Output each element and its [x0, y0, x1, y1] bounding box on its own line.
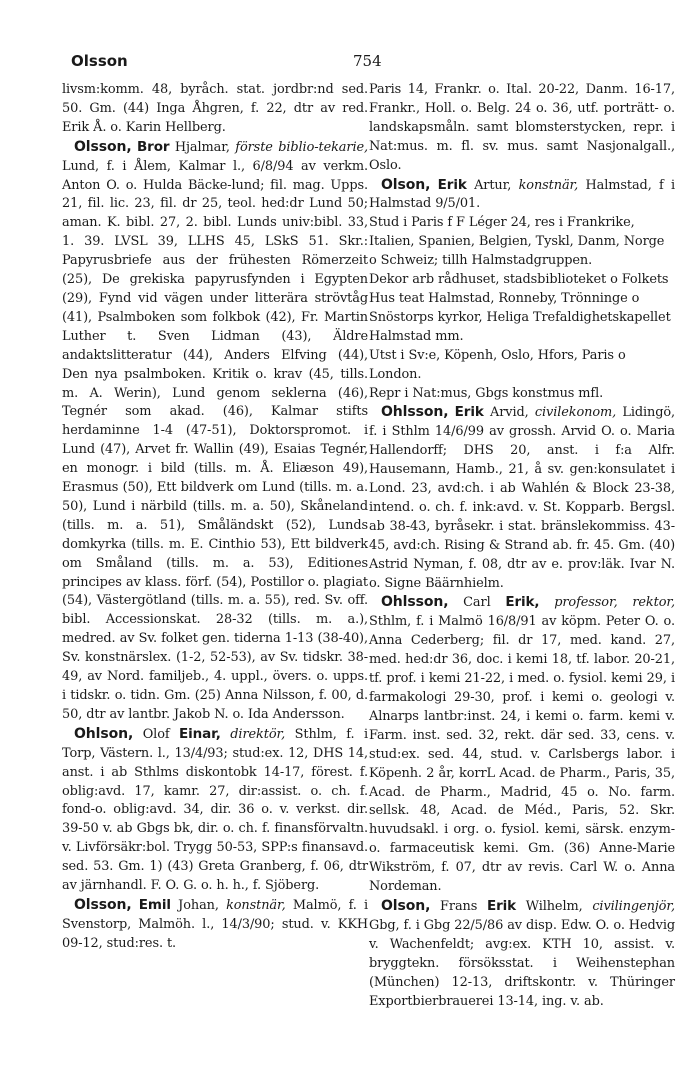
entry-olson-erik-artur	[369, 176, 675, 215]
entry-forename: Erik	[486, 897, 517, 914]
entry-occupation: civilekonom,	[534, 405, 617, 421]
entry-ohlsson-carl-erik	[369, 593, 675, 897]
running-header-name: Olsson	[71, 52, 128, 70]
entry-forename: Erik	[454, 404, 484, 421]
entry-ohlson-einar	[62, 725, 368, 896]
page-number: 754	[353, 52, 382, 70]
entry-surname: Olsson,	[74, 138, 132, 155]
entry-text: Lidingö, f. i Sthlm 14/6/99 av grossh. Arvid O. o. Maria Hallendorff; DHS 20, anst. i f:a Alfr. Hausemann, Hamb., 21, å sv. gen:konsulatet i Lond. 23, avd:ch. i ab Wahlén & Block 23-38, intend. o. ch. f. ink:avd. v. St. Kopparb. Bergsl. ab 38-43, byråsekr. i stat. bränslekommiss. 43-45, avd:ch. Rising & Strand ab. fr. 45. Gm. (40) Astrid Nyman, f. 08, dtr av e. prov:läk. Ivar N. o. Signe Bäärnhielm.	[369, 405, 676, 591]
entry-surname: Olson,	[381, 176, 431, 193]
entry-forename-plain: Carl	[463, 595, 491, 611]
entry-forename-plain: Olof	[142, 726, 170, 742]
left-column	[62, 81, 368, 954]
entry-text: Halmstad, f i Halmstad 9/5/01.	[369, 177, 676, 212]
entry-occupation: professor, rektor,	[554, 595, 676, 611]
entry-continuation: livsm:komm. 48, byråch. stat. jordbr:nd sed. 50. Gm. (44) Inga Åhgren, f. 22, dtr av red. Erik Å. o. Karin Hellberg.	[62, 82, 368, 135]
entry-forename-rest: Hjalmar,	[174, 139, 230, 155]
entry-forename-rest: Johan,	[178, 897, 219, 913]
right-column	[369, 81, 675, 1011]
entry-forename-rest: Wilhelm,	[525, 898, 583, 914]
entry-forename: Bror	[136, 138, 170, 155]
entry-ohlsson-erik-arvid	[369, 403, 675, 593]
entry-olsson-bror	[62, 138, 368, 725]
entry-text: Sthlm, f. i Malmö 16/8/91 av köpm. Peter O. o. Anna Cederberg; fil. dr 17, med. kand. 27, med. hed:dr 36, doc. i kemi 18, tf. labor. 20-21, tf. prof. i kemi 21-22, i med. o. fysiol. kemi 29, i farmakologi 29-30, prof. i kemi o. geologi v. Alnarps lantbr:inst. 24, i kemi o. farm. kemi v. Farm. inst. sed. 32, rekt. där sed. 33, cens. v. stud:ex. sed. 44, stud. v. Carlsbergs labor. i Köpenh. 2 år, korrL Acad. de Pharm., Paris, 35, Acad. de Pharm., Madrid, 45 o. No. farm. sellsk. 48, Acad. de Méd., Paris, 52. Skr. huvudsakl. i org. o. fysiol. kemi, särsk. enzym- o. farmaceutisk kemi. Gm. (36) Anne-Marie Wikström, f. 07, dtr av revis. Carl W. o. Anna Nordeman.	[369, 614, 675, 895]
entry-olsson-emil	[62, 896, 368, 954]
entry-surname: Olson,	[381, 897, 431, 914]
entry-occupation: konstnär,	[226, 897, 286, 913]
entry-section: Dekor arb rådhuset, stadsbiblioteket o Folkets Hus teat Halmstad, Ronneby, Trönninge o Snöstorps kyrkor, Heliga Trefaldighetskapellet Halmstad mm.	[369, 272, 671, 344]
entry-surname: Ohlsson,	[381, 594, 449, 611]
entry-forename: Emil	[138, 896, 171, 913]
entry-forename-plain: Frans	[440, 898, 478, 914]
entry-surname: Olsson,	[74, 896, 132, 913]
entry-occupation: förste biblio-tekarie,	[235, 139, 369, 155]
entry-forename: Einar,	[179, 725, 221, 742]
entry-section: Utst i Sv:e, Köpenh, Oslo, Hfors, Paris o London.	[369, 347, 626, 382]
entry-surname: Ohlson,	[74, 725, 134, 742]
entry-occupation: civilingenjör,	[592, 898, 675, 914]
entry-occupation: konstnär,	[518, 177, 579, 193]
entry-text: Lund, f. i Ålem, Kalmar l., 6/8/94 av verkm. Anton O. o. Hulda Bäcke-lund; fil. mag. Upps. 21, fil. lic. 23, fil. dr 25, teol. hed:dr Lund 50; aman. K. bibl. 27, 2. bibl. Lunds univ:bibl. 33, 1. 39. LVSL 39, LLHS 45, LSkS 51. Skr.: Papyrusbriefe aus der frühesten Römerzeit (25), De grekiska papyrusfynden i Egypten (29), Fynd vid vägen under litterära strövtåg (41), Psalmboken som folkbok (42), Fr. Martin Luther t. Sven Lidman (43), Äldre andaktslitteratur (44), Anders Elfving (44), Den nya psalmboken. Kritik o. krav (45, tills. m. A. Werin), Lund genom seklerna (46), Tegnér som akad. (46), Kalmar stifts herdaminne 1-4 (47-51), Doktorspromot. i Lund (47), Arvet fr. Wallin (49), Esaias Tegnér, en monogr. i bild (tills. m. Å. Eliæson 49), Erasmus (50), Ett bildverk om Lund (tills. m. a. 50), Lund i närbild (tills. m. a. 50), Skåneland (tills. m. a. 51), Småländskt (52), Lunds domkyrka (tills. m. E. Cinthio 53), Ett bildverk om Småland (tills. m. a. 53), Editiones principes av klass. förf. (54), Postillor o. plagiat (54), Västergötland (tills. m. a. 55), red. Sv. off. bibl. Accessionskat. 28-32 (tills. m. a.), medred. av Sv. folket gen. tiderna 1-13 (38-40), Sv. konstnärslex. (1-2, 52-53), av Sv. tidskr. 38-49, av Nord. familjeb., 4. uppl., övers. o. upps. i tidskr. o. tidn. Gm. (25) Anna Nilsson, f. 00, d. 50, dtr av lantbr. Jakob N. o. Ida Andersson.	[62, 158, 368, 722]
entry-text: Malmö, f. i Svenstorp, Malmöh. l., 14/3/90; stud. v. KKH 09-12, stud:res. t.	[62, 897, 368, 951]
entry-section: Repr i Nat:mus, Gbgs konstmus mfl.	[369, 385, 604, 401]
entry-olson-frans-erik	[369, 897, 675, 1011]
entry-section: Stud i Paris f F Léger 24, res i Frankrike, Italien, Spanien, Belgien, Tyskl, Danm, Norge o Schweiz; tillh Halmstadgruppen.	[369, 215, 665, 269]
entry-text: Sthlm, f. i Torp, Västern. l., 13/4/93; stud:ex. 12, DHS 14, anst. i ab Sthlms diskontobk 14-17, förest. f. oblig:avd. 17, kamr. 27, dir:assist. o. ch. f. fond-o. oblig:avd. 34, dir. 36 o. v. verkst. dir. 39-50 v. ab Gbgs bk, dir. o. ch. f. finansförvaltn. v. Livförsäkr:bol. Trygg 50-53, SPP:s finansavd. sed. 53. Gm. 1) (43) Greta Granberg, f. 06, dtr av järnhandl. F. O. G. o. h. h., f. Sjöberg.	[62, 726, 368, 894]
entry-surname: Ohlsson,	[381, 404, 449, 421]
entry-occupation: direktör,	[230, 726, 286, 742]
entry-forename-rest: Arvid,	[490, 405, 529, 421]
entry-text: Gbg, f. i Gbg 22/5/86 av disp. Edw. O. o. Hedvig v. Wachenfeldt; avg:ex. KTH 10, assist. v. bryggtekn. försöksstat. i Weihenstephan (München) 12-13, driftskontr. v. Thüringer Exportbierbrauerei 13-14, ing. v. ab.	[369, 917, 675, 1009]
entry-continuation: Paris 14, Frankr. o. Ital. 20-22, Danm. 16-17, Frankr., Holl. o. Belg. 24 o. 36, utf. porträtt- o. landskapsmåln. samt blomsterstycken, repr. i Nat:mus. m. fl. sv. mus. samt Nasjonalgall., Oslo.	[369, 82, 675, 173]
entry-forename: Erik,	[505, 594, 540, 611]
entry-forename: Erik	[437, 176, 467, 193]
entry-forename-rest: Artur,	[474, 177, 512, 193]
